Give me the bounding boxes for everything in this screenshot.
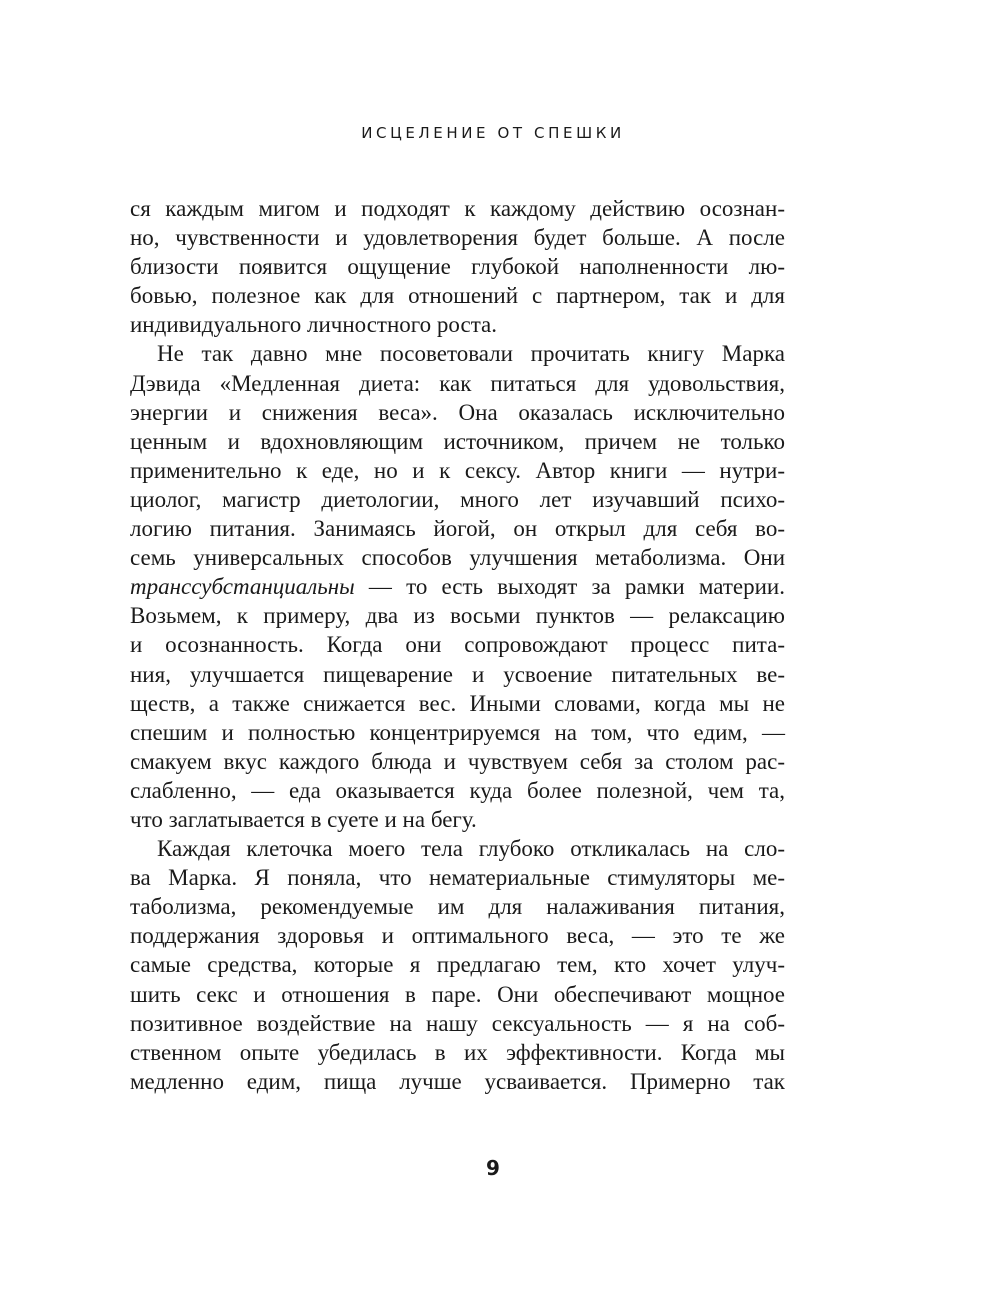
- text-line: применительно к еде, но и к сексу. Автор книги — нутри-: [130, 457, 785, 483]
- italic-term: транссубстанциальны: [130, 574, 355, 600]
- text-line: шить секс и отношения в паре. Они обеспечивают мощное: [130, 981, 785, 1007]
- text-fragment: — то есть выходят за рамки материи.: [354, 574, 785, 600]
- paragraph-2: [130, 339, 785, 834]
- text-line: что заглатывается в суете и на бегу.: [130, 806, 477, 832]
- text-line: медленно едим, пища лучше усваивается. Примерно так: [130, 1068, 785, 1094]
- text-line: ществ, а также снижается вес. Иными словами, когда мы не: [130, 690, 785, 716]
- text-line: близости появится ощущение глубокой наполненности лю-: [130, 254, 785, 280]
- paragraph-1: [130, 194, 785, 339]
- text-line-italic: [130, 572, 785, 601]
- text-line: ва Марка. Я поняла, что нематериальные стимуляторы ме-: [130, 865, 785, 891]
- text-line: позитивное воздействие на нашу сексуальность — я на соб-: [130, 1010, 785, 1036]
- text-line: Каждая клеточка моего тела глубоко откликалась на сло-: [157, 836, 785, 862]
- text-line: таболизма, рекомендуемые им для налаживания питания,: [130, 894, 785, 920]
- paragraph-3: [130, 834, 785, 1096]
- text-line: ценным и вдохновляющим источником, причем не только: [130, 428, 785, 454]
- text-line: смакуем вкус каждого блюда и чувствуем себя за столом рас-: [130, 748, 785, 774]
- text-line: спешим и полностью концентрируемся на том, что едим, —: [130, 719, 785, 745]
- text-line: ся каждым мигом и подходят к каждому действию осознан-: [130, 196, 785, 221]
- page-number: 9: [486, 1156, 500, 1180]
- running-header: ИСЦЕЛЕНИЕ ОТ СПЕШКИ: [361, 124, 625, 142]
- text-line: ственном опыте убедилась в их эффективности. Когда мы: [130, 1039, 785, 1065]
- text-line: но, чувственности и удовлетворения будет больше. А после: [130, 225, 785, 251]
- text-line: поддержания здоровья и оптимального веса, — это те же: [130, 923, 785, 949]
- text-line: Не так давно мне посоветовали прочитать книгу Марка: [157, 341, 785, 367]
- text-line: Дэвида «Медленная диета: как питаться для удовольствия,: [130, 370, 785, 396]
- text-line: Возьмем, к примеру, два из восьми пунктов — релаксацию: [130, 603, 785, 629]
- body-text: [130, 194, 785, 1096]
- text-line: индивидуального личностного роста.: [130, 312, 497, 338]
- text-line: циолог, магистр диетологии, много лет изучавший психо-: [130, 486, 785, 512]
- text-line: семь универсальных способов улучшения метаболизма. Они: [130, 545, 785, 571]
- text-line: слабленно, — еда оказывается куда более полезной, чем та,: [130, 777, 785, 803]
- text-line: и осознанность. Когда они сопровождают процесс пита-: [130, 632, 785, 658]
- text-line: энергии и снижения веса». Она оказалась исключительно: [130, 399, 785, 425]
- text-line: бовью, полезное как для отношений с партнером, так и для: [130, 283, 785, 309]
- text-line: ния, улучшается пищеварение и усвоение питательных ве-: [130, 661, 785, 687]
- text-line: логию питания. Занимаясь йогой, он открыл для себя во-: [130, 516, 785, 542]
- text-line: самые средства, которые я предлагаю тем, кто хочет улуч-: [130, 952, 785, 978]
